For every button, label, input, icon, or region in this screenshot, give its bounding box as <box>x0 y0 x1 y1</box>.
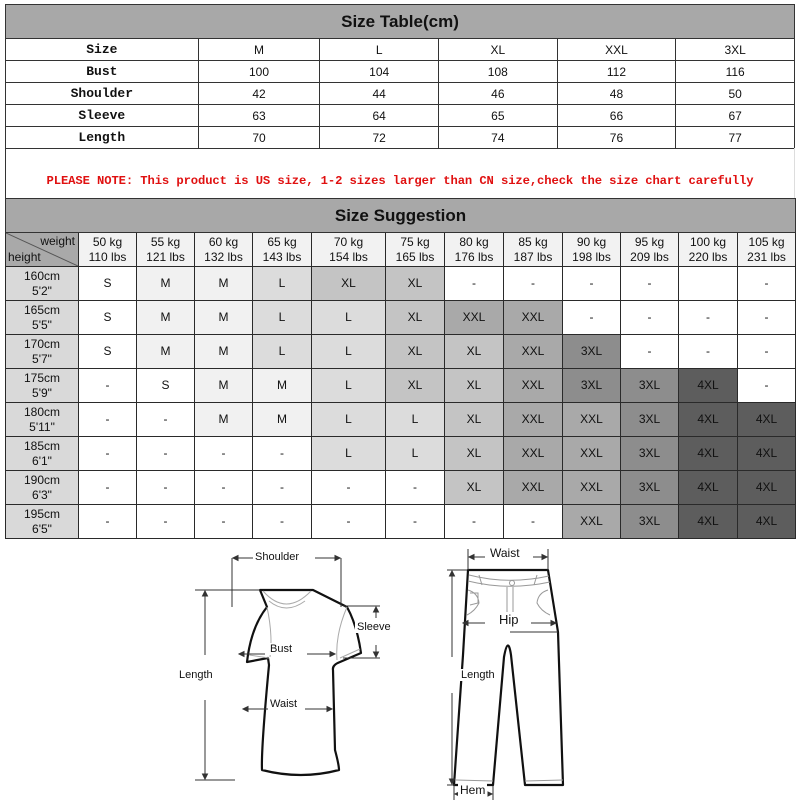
size-header-cell: 3XL <box>676 39 795 61</box>
suggested-size-cell: XL <box>445 471 504 505</box>
measurement-cell: 44 <box>320 83 439 105</box>
hem-label: Hem <box>460 783 486 797</box>
suggested-size-cell: 3XL <box>563 369 621 403</box>
suggested-size-cell: L <box>253 301 312 335</box>
suggested-size-cell: XL <box>386 369 445 403</box>
height-ft: 6'5" <box>32 521 52 536</box>
weight-kg: 60 kg <box>208 234 239 249</box>
suggested-size-cell: 3XL <box>621 369 679 403</box>
suggested-size-cell: - <box>679 335 738 369</box>
suggested-size-cell: - <box>738 267 796 301</box>
suggested-size-cell: XL <box>445 335 504 369</box>
size-table-row-bust <box>6 61 795 83</box>
suggested-size-cell: - <box>79 369 137 403</box>
weight-kg: 80 kg <box>459 234 489 249</box>
suggested-size-cell: M <box>195 301 253 335</box>
suggested-size-cell: L <box>312 369 386 403</box>
measurement-cell: 65 <box>439 105 558 127</box>
suggested-size-cell: 4XL <box>679 471 738 505</box>
size-suggestion-body <box>6 267 796 539</box>
suggested-size-cell: L <box>386 437 445 471</box>
weight-lbs: 132 lbs <box>204 249 243 264</box>
suggested-size-cell: - <box>195 505 253 539</box>
measurement-cell: 66 <box>557 105 676 127</box>
suggested-size-cell: M <box>195 369 253 403</box>
weight-lbs: 110 lbs <box>88 249 127 264</box>
height-row-label <box>6 437 79 471</box>
suggested-size-cell: L <box>312 437 386 471</box>
height-cm: 165cm <box>23 302 61 317</box>
size-table-header-row <box>6 39 795 61</box>
suggested-size-cell: 4XL <box>679 437 738 471</box>
height-row <box>6 335 796 369</box>
height-ft: 6'1" <box>32 453 52 468</box>
suggested-size-cell: L <box>312 335 386 369</box>
suggested-size-cell: L <box>253 335 312 369</box>
suggested-size-cell: XXL <box>504 301 563 335</box>
suggested-size-cell: XXL <box>563 403 621 437</box>
suggested-size-cell: XL <box>445 403 504 437</box>
suggested-size-cell: - <box>195 437 253 471</box>
suggested-size-cell: M <box>253 403 312 437</box>
suggested-size-cell: - <box>445 267 504 301</box>
weight-kg: 75 kg <box>400 234 430 249</box>
bust-label: Bust <box>270 643 293 655</box>
suggested-size-cell: L <box>386 403 445 437</box>
weight-lbs: 187 lbs <box>513 249 553 264</box>
suggested-size-cell: - <box>137 505 195 539</box>
suggested-size-cell: XL <box>386 301 445 335</box>
suggested-size-cell: - <box>621 335 679 369</box>
suggested-size-cell: - <box>679 301 738 335</box>
suggested-size-cell: L <box>312 403 386 437</box>
suggested-size-cell: XL <box>445 437 504 471</box>
size-table-row-shoulder <box>6 83 795 105</box>
height-cm: 195cm <box>23 506 61 521</box>
suggested-size-cell: M <box>137 301 195 335</box>
size-header-cell: XL <box>439 39 558 61</box>
height-cm: 185cm <box>23 438 61 453</box>
suggested-size-cell: - <box>738 335 796 369</box>
size-header-label: Size <box>6 39 199 61</box>
weight-column-header <box>563 233 621 267</box>
shoulder-label: Shoulder <box>255 551 300 563</box>
weight-lbs: 231 lbs <box>747 249 786 264</box>
height-row <box>6 267 796 301</box>
weight-lbs: 176 lbs <box>454 249 494 264</box>
suggested-size-cell: XL <box>312 267 386 301</box>
height-row <box>6 301 796 335</box>
suggested-size-cell: - <box>137 471 195 505</box>
size-header-cell: L <box>320 39 439 61</box>
suggested-size-cell: - <box>137 437 195 471</box>
weight-column-header <box>137 233 195 267</box>
hip-label: Hip <box>499 612 519 627</box>
weight-kg: 50 kg <box>92 234 123 249</box>
size-suggestion-title: Size Suggestion <box>6 199 796 233</box>
row-label: Shoulder <box>6 83 199 105</box>
measurement-cell: 76 <box>557 127 676 149</box>
measurement-cell: 108 <box>439 61 558 83</box>
weight-kg: 90 kg <box>576 234 607 249</box>
suggested-size-cell: - <box>563 267 621 301</box>
suggested-size-cell: - <box>79 437 137 471</box>
suggested-size-cell: 4XL <box>738 505 796 539</box>
suggested-size-cell: S <box>79 335 137 369</box>
height-ft: 5'7" <box>32 351 52 366</box>
suggested-size-cell: XXL <box>445 301 504 335</box>
height-ft: 5'5" <box>32 317 52 332</box>
height-row-label <box>6 369 79 403</box>
suggested-size-cell: 4XL <box>679 369 738 403</box>
height-row-label <box>6 505 79 539</box>
measurement-cell: 42 <box>198 83 320 105</box>
suggested-size-cell: XXL <box>504 335 563 369</box>
height-ft: 6'3" <box>32 487 52 502</box>
suggested-size-cell: M <box>137 267 195 301</box>
measurement-cell: 100 <box>198 61 320 83</box>
suggested-size-cell: XXL <box>563 471 621 505</box>
measurement-cell: 74 <box>439 127 558 149</box>
suggested-size-cell: - <box>79 471 137 505</box>
suggested-size-cell: S <box>137 369 195 403</box>
height-row-label <box>6 335 79 369</box>
suggested-size-cell: L <box>312 301 386 335</box>
suggested-size-cell: - <box>312 471 386 505</box>
size-note: PLEASE NOTE: This product is US size, 1-2 sizes larger than CN size,check the size chart carefully <box>46 174 754 188</box>
weight-kg: 100 kg <box>689 234 727 249</box>
weight-column-header <box>79 233 137 267</box>
weight-lbs: 154 lbs <box>329 249 368 264</box>
weight-lbs: 220 lbs <box>688 249 728 264</box>
weight-column-header <box>195 233 253 267</box>
pants-length-label: Length <box>461 669 495 681</box>
suggested-size-cell: XXL <box>504 369 563 403</box>
suggested-size-cell: M <box>195 403 253 437</box>
weight-lbs: 121 lbs <box>146 249 185 264</box>
weight-column-header <box>445 233 504 267</box>
size-table-row-length <box>6 127 795 149</box>
height-cm: 170cm <box>23 336 61 351</box>
suggested-size-cell: 4XL <box>738 403 796 437</box>
weight-lbs: 165 lbs <box>395 249 435 264</box>
measurement-cell: 77 <box>676 127 795 149</box>
row-label: Length <box>6 127 199 149</box>
weight-lbs: 198 lbs <box>572 249 611 264</box>
height-cm: 190cm <box>23 472 61 487</box>
suggested-size-cell: XXL <box>504 437 563 471</box>
suggested-size-cell: - <box>253 471 312 505</box>
height-row-label <box>6 471 79 505</box>
weight-lbs: 143 lbs <box>262 249 302 264</box>
note-box <box>5 148 795 198</box>
size-table-row-sleeve <box>6 105 795 127</box>
weight-header-row <box>6 233 796 267</box>
suggested-size-cell: XL <box>386 267 445 301</box>
measurement-cell: 46 <box>439 83 558 105</box>
suggested-size-cell: - <box>504 267 563 301</box>
height-row-label <box>6 267 79 301</box>
suggested-size-cell: M <box>137 335 195 369</box>
weight-kg: 70 kg <box>333 234 364 249</box>
measurement-cell: 116 <box>676 61 795 83</box>
sleeve-label: Sleeve <box>357 621 391 633</box>
weight-column-header <box>621 233 679 267</box>
suggested-size-cell: 3XL <box>621 505 679 539</box>
weight-column-header <box>312 233 386 267</box>
suggested-size-cell: - <box>738 369 796 403</box>
suggested-size-cell: - <box>195 471 253 505</box>
weight-kg: 65 kg <box>267 234 297 249</box>
weight-axis-label: weight <box>40 234 75 248</box>
height-axis-label: height <box>8 250 41 264</box>
suggested-size-cell: 3XL <box>563 335 621 369</box>
suggested-size-cell: - <box>79 403 137 437</box>
measurement-cell: 63 <box>198 105 320 127</box>
measurement-cell: 112 <box>557 61 676 83</box>
suggested-size-cell: - <box>137 403 195 437</box>
height-row-label <box>6 403 79 437</box>
weight-lbs: 209 lbs <box>630 249 669 264</box>
pants-measurement-diagram <box>445 545 635 800</box>
weight-column-header <box>253 233 312 267</box>
row-label: Sleeve <box>6 105 199 127</box>
suggested-size-cell: XXL <box>563 505 621 539</box>
suggested-size-cell: - <box>253 505 312 539</box>
height-ft: 5'11" <box>29 419 55 434</box>
suggested-size-cell: XL <box>445 369 504 403</box>
size-header-cell: XXL <box>557 39 676 61</box>
suggested-size-cell: - <box>563 301 621 335</box>
height-row-label <box>6 301 79 335</box>
suggested-size-cell: XL <box>386 335 445 369</box>
height-row <box>6 369 796 403</box>
waist-label: Waist <box>270 698 298 710</box>
measurement-cell: 64 <box>320 105 439 127</box>
tshirt-measurement-diagram <box>165 545 400 795</box>
weight-kg: 85 kg <box>518 234 548 249</box>
suggested-size-cell: - <box>79 505 137 539</box>
length-label: Length <box>179 669 213 681</box>
suggested-size-cell: 4XL <box>679 403 738 437</box>
measurement-cell: 72 <box>320 127 439 149</box>
size-table <box>5 4 795 149</box>
height-cm: 175cm <box>23 370 61 385</box>
weight-column-header <box>738 233 796 267</box>
row-label: Bust <box>6 61 199 83</box>
height-ft: 5'2" <box>32 283 52 298</box>
height-cm: 180cm <box>23 404 61 419</box>
size-suggestion-table <box>5 198 796 539</box>
measurement-cell: 104 <box>320 61 439 83</box>
suggested-size-cell: S <box>79 301 137 335</box>
suggested-size-cell: - <box>253 437 312 471</box>
weight-kg: 95 kg <box>634 234 665 249</box>
suggested-size-cell: 4XL <box>679 505 738 539</box>
weight-height-corner <box>6 233 79 267</box>
weight-column-header <box>386 233 445 267</box>
suggested-size-cell: 4XL <box>738 471 796 505</box>
suggested-size-cell: - <box>504 505 563 539</box>
suggested-size-cell: 3XL <box>621 403 679 437</box>
suggested-size-cell: - <box>386 471 445 505</box>
height-row <box>6 437 796 471</box>
height-ft: 5'9" <box>32 385 52 400</box>
pants-waist-label: Waist <box>490 546 520 560</box>
weight-column-header <box>679 233 738 267</box>
suggested-size-cell: M <box>195 267 253 301</box>
suggested-size-cell: S <box>79 267 137 301</box>
measurement-cell: 67 <box>676 105 795 127</box>
height-cm: 160cm <box>23 268 61 283</box>
suggested-size-cell: L <box>253 267 312 301</box>
size-header-cell: M <box>198 39 320 61</box>
weight-kg: 105 kg <box>748 234 785 249</box>
suggested-size-cell: - <box>386 505 445 539</box>
suggested-size-cell: - <box>621 301 679 335</box>
weight-kg: 55 kg <box>150 234 181 249</box>
height-row <box>6 403 796 437</box>
suggested-size-cell: XXL <box>504 403 563 437</box>
suggested-size-cell: 3XL <box>621 471 679 505</box>
suggested-size-cell: 4XL <box>738 437 796 471</box>
suggested-size-cell: M <box>195 335 253 369</box>
suggested-size-cell <box>679 267 738 301</box>
suggested-size-cell: - <box>621 267 679 301</box>
measurement-cell: 70 <box>198 127 320 149</box>
suggested-size-cell: - <box>738 301 796 335</box>
suggested-size-cell: XXL <box>504 471 563 505</box>
height-row <box>6 471 796 505</box>
suggested-size-cell: 3XL <box>621 437 679 471</box>
measurement-cell: 48 <box>557 83 676 105</box>
size-table-title: Size Table(cm) <box>6 5 795 39</box>
suggested-size-cell: M <box>253 369 312 403</box>
suggested-size-cell: - <box>445 505 504 539</box>
suggested-size-cell: - <box>312 505 386 539</box>
measurement-cell: 50 <box>676 83 795 105</box>
weight-column-header <box>504 233 563 267</box>
height-row <box>6 505 796 539</box>
suggested-size-cell: XXL <box>563 437 621 471</box>
